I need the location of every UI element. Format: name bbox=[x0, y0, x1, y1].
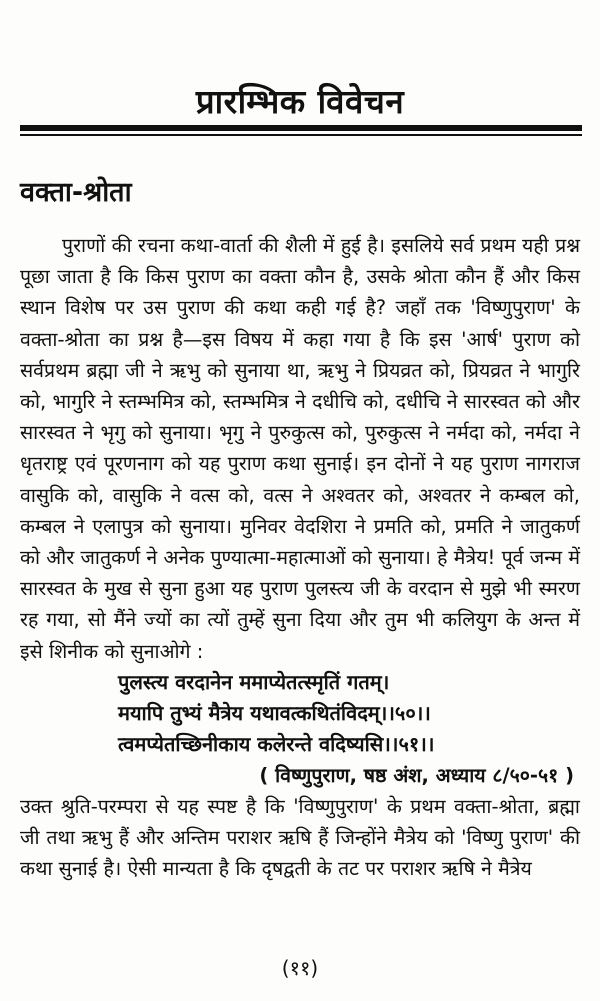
section-heading: वक्ता-श्रोता bbox=[20, 177, 132, 208]
title-rule-thin bbox=[20, 134, 582, 136]
paragraph-2: उक्त श्रुति-परम्परा से यह स्पष्ट है कि 'विष्णुपुराण' के प्रथम वक्ता-श्रोता, ब्रह्मा जी तथा ऋभु हैं और अन्तिम पराशर ऋषि हैं जिन्होंने मैत्रेय को 'विष्णु पुराण' की कथा सुनाई है। ऐसी मान्यता है कि दृषद्वती के तट पर पराशर ऋषि ने मैत्रेय bbox=[20, 795, 580, 881]
page-number: (११) bbox=[281, 956, 319, 980]
verse-line-1: पुलस्त्य वरदानेन ममाप्येतत्स्मृतिं गतम्। bbox=[118, 669, 390, 694]
paragraph-1: पुराणों की रचना कथा-वार्ता की शैली में हुई है। इसलिये सर्व प्रथम यही प्रश्न पूछा जाता है कि किस पुराण का वक्ता कौन है, उसके श्रोता कौन हैं और किस स्थान विशेष पर उस पुराण की कथा कही गई है? जहाँ तक 'विष्णुपुराण' के वक्ता-श्रोता का प्रश्न है—इस विषय में कहा गया है कि इस 'आर्ष' पुराण को सर्वप्रथम ब्रह्मा जी ने ऋभु को सुनाया था, ऋभु ने प्रियव्रत को, प्रियव्रत ने भागुरि को, भागुरि ने स्तम्भमित्र को, स्तम्भमित्र ने दधीचि को, दधीचि ने सारस्वत को और सारस्वत ने भृगु को सुनाया। भृगु ने पुरुकुत्स को, पुरुकुत्स ने नर्मदा को, नर्मदा ने धृतराष्ट्र एवं पूरणनाग को यह पुराण कथा सुनाई। इन दोनों ने यह पुराण नागराज वासुकि को, वासुकि ने वत्स को, वत्स ने अश्वतर को, अश्वतर ने कम्बल को, कम्बल ने एलापुत्र को सुनाया। मुनिवर वेदशिरा ने प्रमति को, प्रमति ने जातुकर्ण को और जातुकर्ण ने अनेक पुण्यात्मा-महात्माओं को सुनाया। हे मैत्रेय! पूर्व जन्म में सारस्वत के मुख से सुना हुआ यह पुराण पुलस्त्य जी के वरदान से मुझे भी स्मरण रह गया, सो मैंने ज्यों का त्यों तुम्हें सुना दिया और तुम भी कलियुग के अन्त में इसे शिनीक को सुनाओगे : bbox=[20, 234, 580, 663]
verse-citation: ( विष्णुपुराण, षष्ठ अंश, अध्याय ८/५०-५१ ) bbox=[259, 763, 574, 787]
verse-line-3: त्वमप्येतच्छिनीकाय कलेरन्ते वदिष्यसि।।५१।। bbox=[118, 731, 435, 756]
chapter-title: प्रारम्भिक विवेचन bbox=[195, 82, 405, 121]
body-text bbox=[20, 230, 580, 885]
title-rule-thick bbox=[20, 125, 582, 131]
verse-line-2: मयापि तुभ्यं मैत्रेय यथावत्कथितंविदम्।।५०।। bbox=[118, 700, 431, 725]
